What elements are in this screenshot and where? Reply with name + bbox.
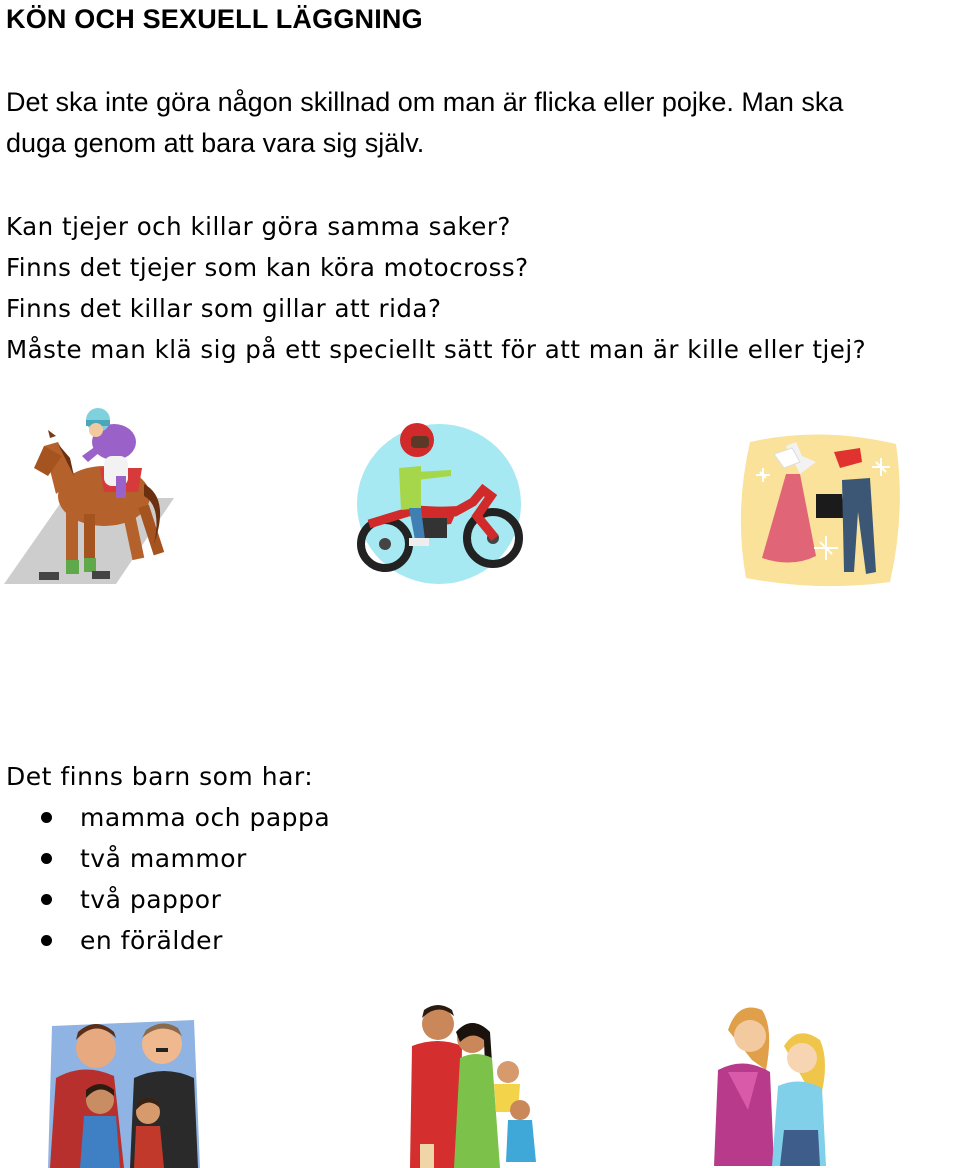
clothes-icon <box>740 432 904 588</box>
list-item <box>0 879 330 920</box>
motocross-icon <box>355 420 523 588</box>
question-girls-motocross: Finns det tjejer som kan köra motocross? <box>6 253 529 282</box>
list-item-label: två mammor <box>80 844 247 873</box>
question-same-things: Kan tjejer och killar göra samma saker? <box>6 212 511 241</box>
families-list <box>0 797 330 961</box>
intro-line-2: duga genom att bara vara sig själv. <box>6 128 425 158</box>
list-item <box>0 797 330 838</box>
horse-rider-icon <box>4 406 176 590</box>
questions-block <box>6 206 866 370</box>
two-mothers-icon <box>708 1000 834 1168</box>
page-title: KÖN OCH SEXUELL LÄGGNING <box>6 4 423 34</box>
question-boys-riding: Finns det killar som gillar att rida? <box>6 294 442 323</box>
bullet-icon <box>41 812 52 823</box>
two-fathers-icon <box>44 1012 204 1168</box>
families-intro: Det finns barn som har: <box>6 762 314 791</box>
mother-father-icon <box>402 1002 538 1168</box>
list-item-label: en förälder <box>80 926 223 955</box>
bullet-icon <box>41 894 52 905</box>
list-item-label: mamma och pappa <box>80 803 331 832</box>
bullet-icon <box>41 853 52 864</box>
list-item <box>0 920 330 961</box>
intro-paragraph <box>6 82 843 164</box>
list-item <box>0 838 330 879</box>
bullet-icon <box>41 935 52 946</box>
question-clothing: Måste man klä sig på ett speciellt sätt för att man är kille eller tjej? <box>6 335 867 364</box>
list-item-label: två pappor <box>80 885 222 914</box>
intro-line-1: Det ska inte göra någon skillnad om man är flicka eller pojke. Man ska <box>6 87 844 117</box>
